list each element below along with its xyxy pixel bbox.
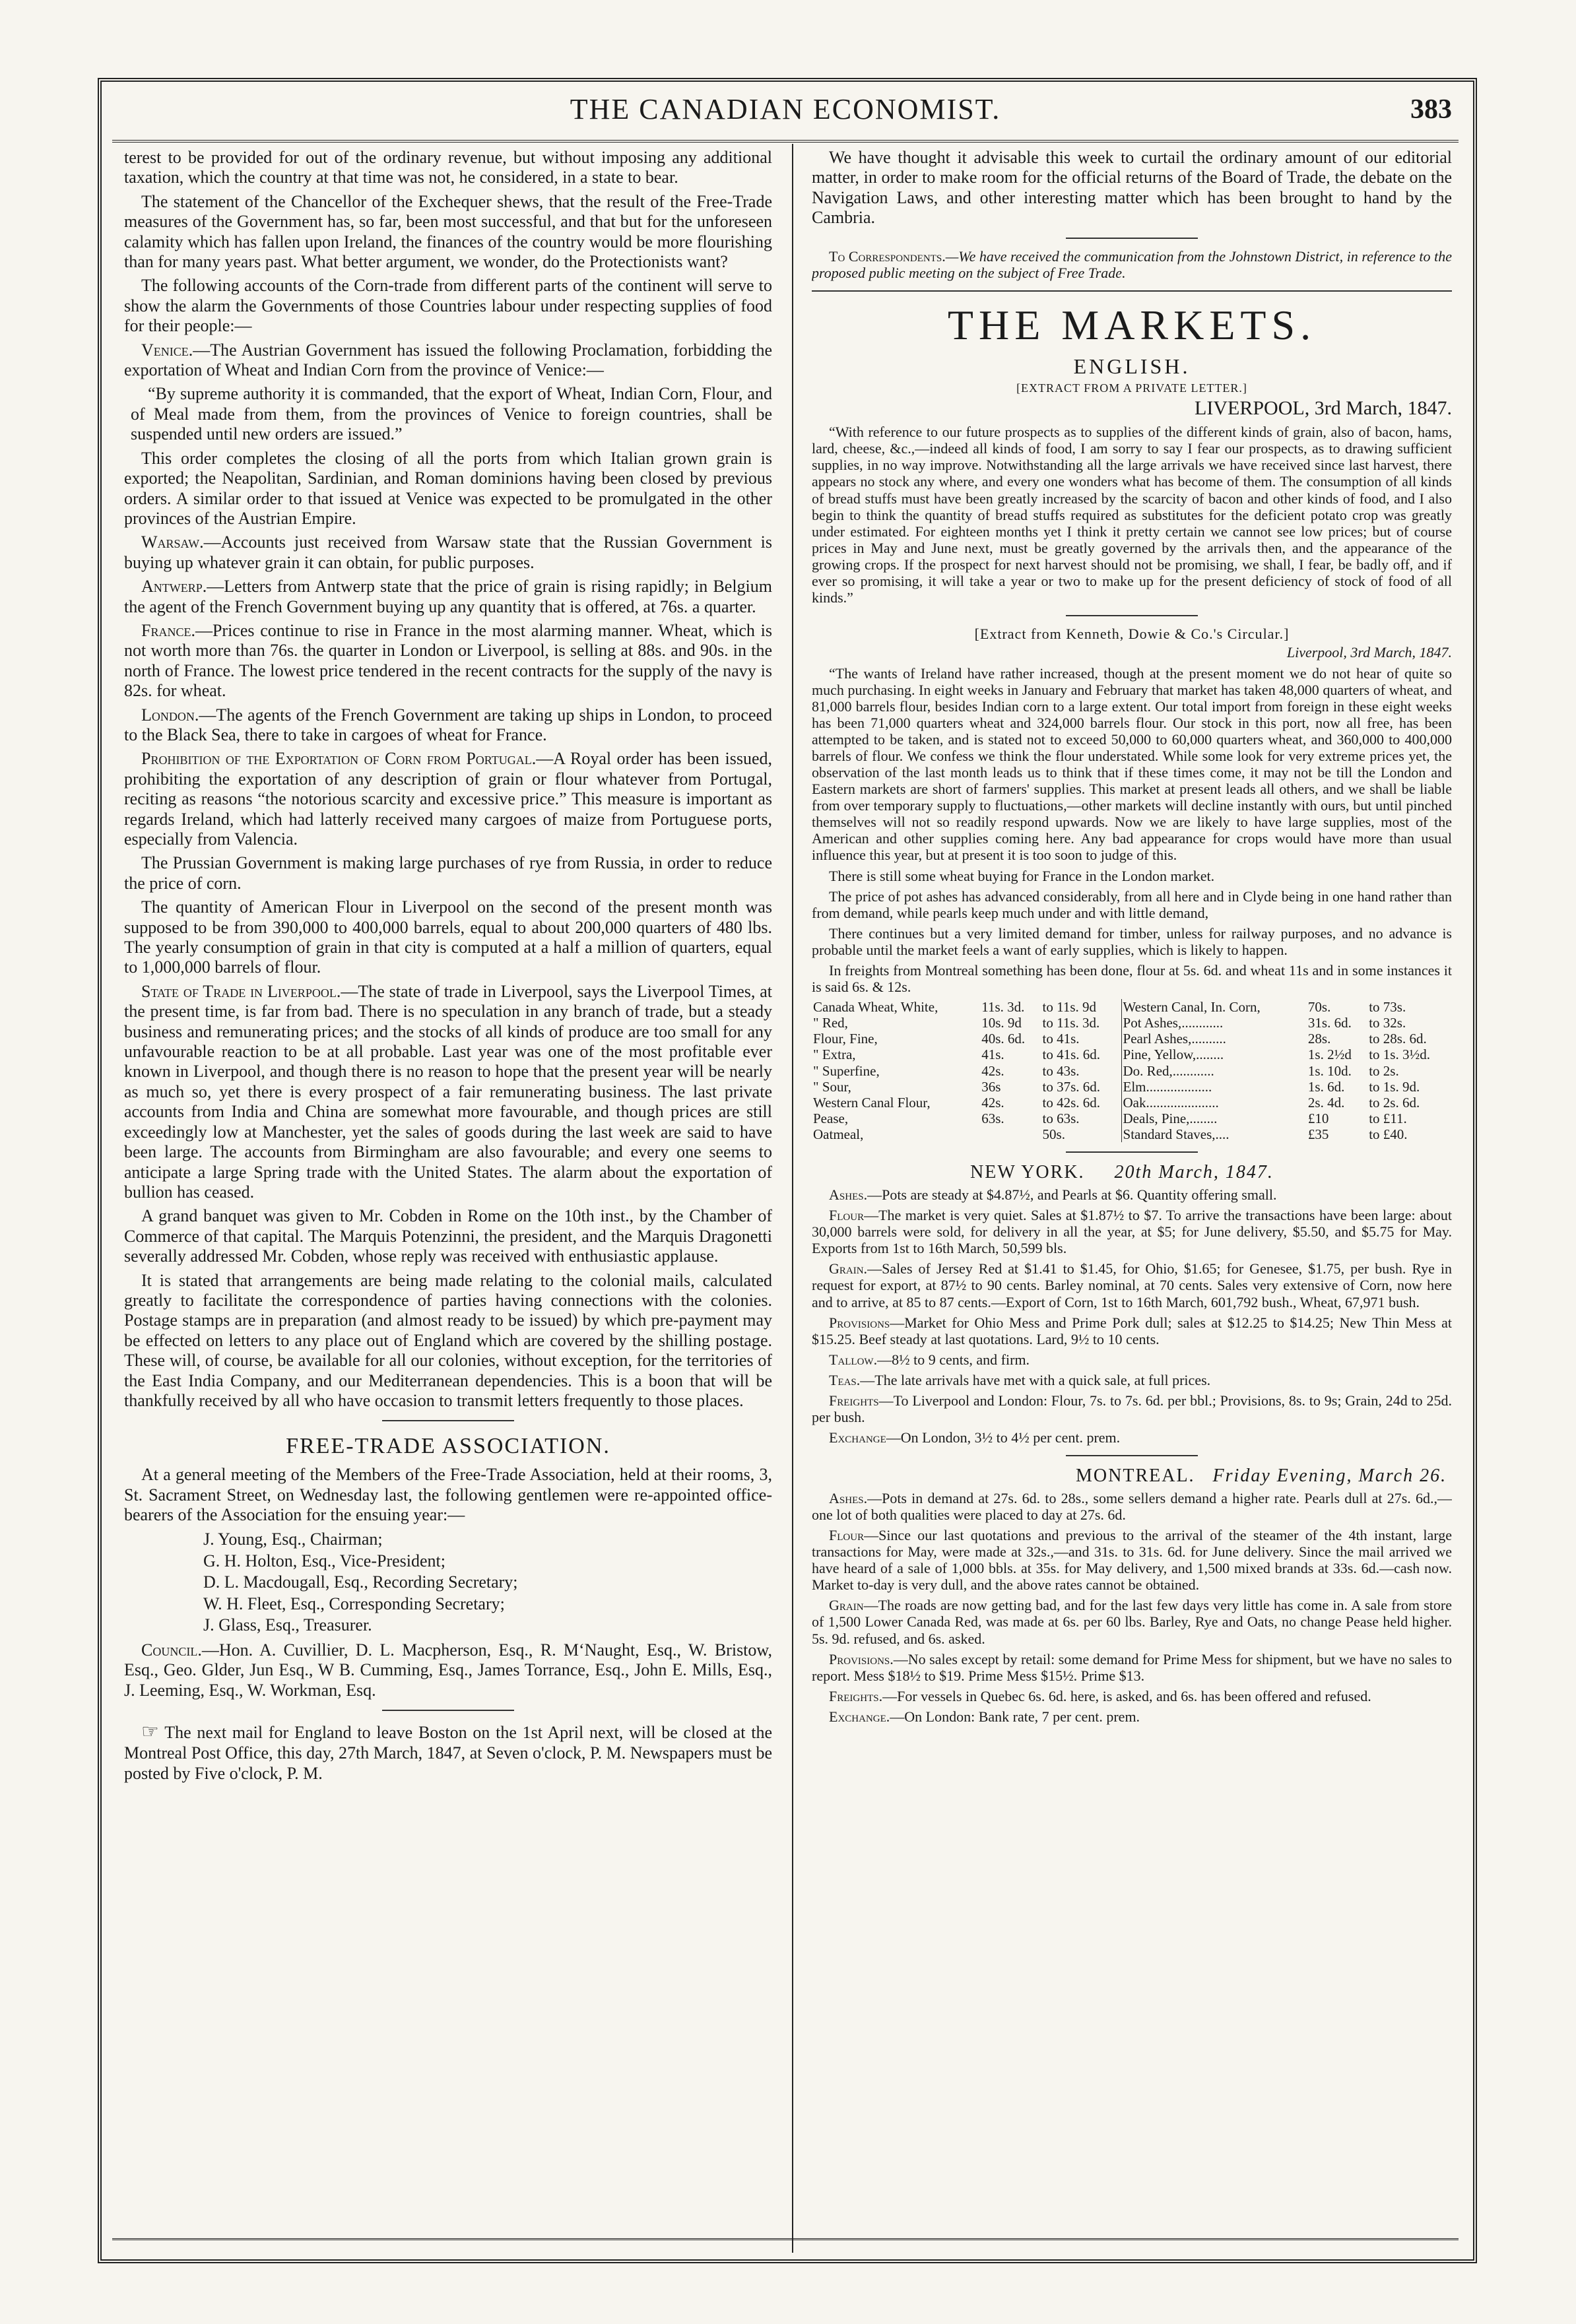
price-table (812, 999, 1452, 1142)
circular-paragraph-2: There is still some wheat buying for France in the London market. (829, 867, 1215, 884)
montreal-item-lead: Exchange. (829, 1708, 890, 1725)
montreal-item-lead: Ashes. (829, 1489, 868, 1506)
new-york-item-text: —8½ to 9 cents, and firm. (877, 1351, 1030, 1368)
column-divider (792, 144, 793, 2253)
london-lead: London. (141, 705, 199, 725)
price-cell: Pearl Ashes,.......... (1123, 1031, 1226, 1047)
liverpool-trade-lead: State of Trade in Liverpool. (141, 981, 341, 1001)
price-cell: to £11. (1369, 1111, 1407, 1127)
montreal-rule (1066, 1455, 1198, 1456)
new-york-item (812, 1260, 1452, 1310)
pointing-hand-icon: ☞ (141, 1721, 159, 1743)
price-cell: 36s (981, 1078, 1001, 1095)
officer-chairman: J. Young, Esq., Chairman; (203, 1530, 383, 1549)
new-york-item-text: —Pots are steady at $4.87½, and Pearls at $6. Quantity offering small. (867, 1186, 1277, 1204)
price-cell: Elm................... (1123, 1078, 1212, 1095)
new-york-rule (1066, 1151, 1198, 1153)
new-york-item-text: —On London, 3½ to 4½ per cent. prem. (886, 1429, 1121, 1446)
price-cell: 42s. (981, 1062, 1004, 1079)
officer-treasurer: J. Glass, Esq., Treasurer. (203, 1615, 372, 1635)
price-cell: 41s. (981, 1047, 1004, 1063)
mail-notice-text: The next mail for England to leave Boston on the 1st April next, will be closed at the Montreal Post Office, this day, 27th March, 1847, at Seven o'clock, P. M. Newspapers must be posted by Five o'clock, P. M. (124, 1723, 772, 1783)
circular-paragraph-5: In freights from Montreal something has been done, flour at 5s. 6d. and wheat 11s and in some instances it is said 6s. & 12s. (812, 961, 1452, 995)
price-cell: Oatmeal, (813, 1126, 864, 1143)
france-text: —Prices continue to rise in France in the most alarming manner. Wheat, which is not worth more than 76s. the quarter in London or Liverpool, is selling at 88s. and 90s. in the north of France. The lowest price tendered in the recent contracts for the supply of the navy is 82s. for wheat. (124, 620, 772, 701)
montreal-heading-line (812, 1466, 1452, 1487)
warsaw-lead: Warsaw. (141, 533, 204, 552)
liverpool-dateline: LIVERPOOL, 3rd March, 1847. (1195, 397, 1452, 420)
new-york-item-lead: Ashes. (829, 1186, 868, 1204)
postage-paragraph: It is stated that arrangements are being made relating to the colonial mails, calculated greatly to facilitate the correspondence of parties having connections with the colonies. Postage stamps are in preparation (and almost ready to be issued) by which pre-payment may be effected on letters to any place out of England which are covered by the shilling postage. These will, of course, be available for all our colonies, without exception, for the territories of the East India Company, and our Mediterranean dependencies. This is a boon that will be thankfully received by all who have occasion to transmit letters frequently to those places. (124, 1270, 772, 1410)
antwerp-lead: Antwerp. (141, 577, 207, 597)
extract-circular: [Extract from Kenneth, Dowie & Co.'s Circular.] (974, 626, 1290, 643)
montreal-item-text: —For vessels in Quebec 6s. 6d. here, is asked, and 6s. has been offered and refused. (882, 1687, 1371, 1704)
officer-vice-president: G. H. Holton, Esq., Vice-President; (203, 1551, 445, 1570)
price-cell: 28s. (1307, 1031, 1331, 1047)
circular-paragraph-4: There continues but a very limited demand for timber, unless for railway purposes, and no advance is probable until the market feels a want of early supplies, which is likely to happen. (812, 924, 1452, 958)
prussia-paragraph: The Prussian Government is making large purchases of rye from Russia, in order to reduce the price of corn. (124, 853, 772, 893)
montreal-items (812, 1490, 1452, 1725)
price-cell: to 11s. 9d (1041, 999, 1121, 1015)
new-york-item (812, 1429, 1452, 1446)
montreal-item (812, 1597, 1452, 1646)
markets-rule (812, 290, 1452, 292)
price-cell: Western Canal, In. Corn, (1123, 999, 1261, 1016)
flour-paragraph: The quantity of American Flour in Liverpool on the second of the present month was supposed to be from 390,000 to 400,000 barrels, equal to about 200,000 quarters of 480 lbs. The yearly consumption of grain in that city is computed at a half a million of quarters, equal to 1,000,000 barrels of flour. (124, 897, 772, 977)
montreal-item (812, 1490, 1452, 1523)
new-york-item-lead: Tallow. (829, 1351, 878, 1368)
montreal-item (812, 1688, 1452, 1704)
price-row (812, 1047, 1452, 1062)
mail-notice (124, 1720, 772, 1784)
price-cell: £10 (1307, 1111, 1329, 1127)
price-cell: 42s. (981, 1094, 1004, 1111)
correspondents-text: —We have received the communication from the Johnstown District, in reference to the proposed public meeting on the subject of Free Trade. (812, 247, 1452, 281)
price-cell: Pot Ashes,............ (1123, 1015, 1224, 1031)
markets-heading: THE MARKETS. (947, 301, 1317, 348)
new-york-item (812, 1392, 1452, 1425)
new-york-item-lead: Freights (829, 1392, 879, 1409)
price-cell: to 28s. 6d. (1369, 1031, 1427, 1047)
price-cell: 40s. 6d. (981, 1031, 1026, 1047)
london-paragraph (124, 705, 772, 746)
price-cell: Western Canal Flour, (813, 1094, 931, 1111)
council-paragraph (124, 1640, 772, 1700)
publication-title: THE CANADIAN ECONOMIST. (570, 93, 1001, 125)
new-york-item (812, 1186, 1452, 1203)
new-york-items (812, 1186, 1452, 1446)
montreal-item (812, 1708, 1452, 1725)
new-york-item-lead: Provisions (829, 1314, 890, 1331)
price-cell: Canada Wheat, White, (813, 999, 938, 1016)
price-cell: 63s. (981, 1111, 1004, 1127)
editorial-rule (1066, 238, 1198, 239)
new-york-item-lead: Grain. (829, 1260, 868, 1277)
intro-paragraph-3: The following accounts of the Corn-trade from different parts of the continent will serve to show the alarm the Governments of those Countries labour under respecting supplies of food for their people:— (124, 276, 772, 336)
montreal-heading: MONTREAL. (1076, 1466, 1195, 1487)
correspondents-lead: To Correspondents. (829, 247, 946, 265)
price-cell: to 11s. 3d. (1041, 1015, 1121, 1031)
liverpool-trade-paragraph (124, 982, 772, 1202)
price-cell: to 1s. 9d. (1369, 1078, 1420, 1095)
venice-lead: Venice. (141, 340, 193, 360)
banquet-paragraph: A grand banquet was given to Mr. Cobden in Rome on the 10th inst., by the Chamber of Commerce of that capital. The Marquis Potenzinni, the president, and the Marquis Dragonetti severally addressed Mr. Cobden, whose reply was received with enthusiastic applause. (124, 1206, 772, 1266)
free-trade-association-heading: FREE-TRADE ASSOCIATION. (286, 1434, 610, 1459)
page-header (112, 92, 1459, 139)
intro-paragraph-2: The statement of the Chancellor of the Exchequer shews, that the result of the Free-Trade measures of the Government has, so far, been most successful, and that but for the unforeseen calamity which has fallen upon Ireland, the finances of the country would be more flourishing than for many years past. What better argument, we wonder, do the Protectionists want? (124, 191, 772, 272)
price-cell: " Superfine, (813, 1062, 880, 1079)
new-york-item (812, 1351, 1452, 1368)
intro-paragraph-1: terest to be provided for out of the ordinary revenue, but without imposing any additional taxation, which the country at that time was not, he considered, in a state to bear. (124, 148, 772, 187)
antwerp-text: —Letters from Antwerp state that the price of grain is rising rapidly; in Belgium the agent of the French Government buying up any quantity that is offered, at 76s. a quarter. (124, 577, 772, 616)
officer-recording-secretary: D. L. Macdougall, Esq., Recording Secretary; (203, 1572, 518, 1592)
price-cell: 11s. 3d. (981, 999, 1025, 1016)
correspondents-note (812, 248, 1452, 281)
price-row (812, 999, 1452, 1015)
price-cell: to 42s. 6d. (1041, 1095, 1121, 1111)
venice-text: —The Austrian Government has issued the following Proclamation, forbidding the exportation of Wheat and Indian Corn from the province of Venice:— (124, 340, 772, 380)
liverpool-letter: “With reference to our future prospects as to supplies of the different kinds of grain, also of bacon, hams, lard, cheese, &c.,—indeed all kinds of food, I am sorry to say I fear our prospects, as to drawing sufficient supplies, in no way improve. Notwithstanding all the large arrivals we have received since last harvest, there appears no stock any where, and every one wonders what has become of them. The consumption of all kinds of bread stuffs must have been greatly increased by the scarcity of bacon and other kinds of food, and I also begin to think the quantity of bread stuffs required as substitutes for the deficient potato crop was greatly under estimated. For eighteen months yet I think it pretty certain we cannot see low prices; but of course prices in May and June next, must be greatly governed by the arrivals then, and the appearance of the growing crops. If the prospect for next harvest should not be promising, we shall, I fear, be badly off, and if ever so promising, it will take a year or two to make up for the present deficiency of stock of food of all kinds.” (812, 424, 1452, 606)
new-york-item-lead: Exchange (829, 1429, 886, 1446)
section-rule-2 (382, 1710, 514, 1711)
price-row (812, 1095, 1452, 1111)
price-cell: to £40. (1369, 1126, 1408, 1143)
price-cell: 50s. (1041, 1126, 1121, 1142)
venice-after: This order completes the closing of all the ports from which Italian grown grain is exported; the Neapolitan, Sardinian, and Roman dominions having been closed by previous orders. A similar order to that issued at Venice was expected to be promulgated in the other provinces of the Austrian Empire. (124, 448, 772, 528)
price-cell: to 41s. (1041, 1031, 1121, 1047)
price-cell: 70s. (1307, 999, 1331, 1016)
portugal-paragraph (124, 749, 772, 849)
price-cell: to 2s. 6d. (1369, 1094, 1420, 1111)
new-york-item (812, 1207, 1452, 1256)
price-cell: 10s. 9d (981, 1015, 1022, 1031)
header-rule (112, 140, 1459, 143)
montreal-item-text: —No sales except by retail: some demand for Prime Mess for shipment, but we have no sales to report. Mess $18½ to $19. Prime Mess $15½. Prime $13. (812, 1650, 1452, 1684)
price-cell: 1s. 10d. (1307, 1062, 1352, 1079)
venice-quote: “By supreme authority it is commanded, that the export of Wheat, Indian Corn, Flour, and of Meal made from them, from the provinces of Venice to foreign countries, shall be suspended until new orders are issued.” (131, 384, 772, 444)
montreal-item-lead: Provisions. (829, 1650, 894, 1667)
montreal-item-lead: Freights. (829, 1687, 883, 1704)
price-cell: 2s. 4d. (1307, 1094, 1345, 1111)
section-rule (382, 1420, 514, 1421)
portugal-lead: Prohibition of the Exportation of Corn from Portugal. (141, 749, 537, 769)
page-number: 383 (1410, 94, 1452, 125)
montreal-item-lead: Grain (829, 1597, 864, 1614)
liverpool-trade-text: —The state of trade in Liverpool, says the Liverpool Times, at the present time, is far from bad. There is no speculation in any branch of trade, but a steady business and remunerating prices; and the stocks of all kinds of produce are too small for any unfavourable reaction to be at all probable. Last year was one of the most profitable ever known in Liverpool, and though there is no reason to hope that the present year will be nearly as much so, yet there is every prospect of a fair remunerating business. The last private accounts from India and China are somewhat more favourable, and though prices are still exceedingly low at Manchester, yet the sales of goods during the last week are said to have been large. The accounts from Birmingham are also favourable; and every one seems to anticipate a large Spring trade with the United States. The alarm about the exportation of bullion has ceased. (124, 981, 772, 1202)
montreal-date: Friday Evening, March 26. (1212, 1466, 1447, 1487)
price-cell: 1s. 6d. (1307, 1078, 1345, 1095)
montreal-item (812, 1527, 1452, 1593)
price-cell: " Extra, (813, 1047, 856, 1063)
price-cell: to 1s. 3½d. (1369, 1047, 1430, 1063)
price-cell: Standard Staves,.... (1123, 1126, 1230, 1143)
price-cell: Do. Red,............ (1123, 1062, 1214, 1079)
new-york-heading: NEW YORK. (970, 1162, 1085, 1183)
fta-intro: At a general meeting of the Members of the Free-Trade Association, held at their rooms, 3, St. Sacrament Street, on Wednesday last, the following gentlemen were re-appointed office-bearers of the Association for the ensuing year:— (124, 1465, 772, 1524)
new-york-item-text: —Market for Ohio Mess and Prime Pork dull; sales at $12.25 to $14.25; New Thin Mess at $15.25. Beef steady at last quotations. Lard, 9½ to 10 cents. (812, 1314, 1452, 1347)
price-cell: Flour, Fine, (813, 1031, 878, 1047)
price-cell: Pease, (813, 1111, 849, 1127)
price-row (812, 1015, 1452, 1031)
montreal-item-text: —On London: Bank rate, 7 per cent. prem. (890, 1708, 1140, 1725)
new-york-date: 20th March, 1847. (1114, 1162, 1274, 1183)
circular-rule (1066, 615, 1198, 616)
price-cell: " Red, (813, 1015, 848, 1031)
price-cell: to 43s. (1041, 1063, 1121, 1079)
price-row (812, 1063, 1452, 1079)
price-cell: 31s. 6d. (1307, 1015, 1352, 1031)
venice-paragraph (124, 340, 772, 381)
council-text: —Hon. A. Cuvillier, D. L. Macpherson, Esq., R. M‘Naught, Esq., W. Bristow, Esq., Geo. Glder, Jun Esq., W B. Cumming, Esq., James Torrance, Esq., John E. Mills, Esq., J. Leeming, Esq., W. Workman, Esq. (124, 1640, 772, 1700)
montreal-item (812, 1651, 1452, 1684)
circular-dateline: Liverpool, 3rd March, 1847. (1286, 643, 1452, 661)
price-cell (980, 1126, 1041, 1142)
editorial-note: We have thought it advisable this week to curtail the ordinary amount of our editorial matter, in order to make room for the official returns of the Board of Trade, the debate on the Navigation Laws, and other interesting matter which has been brought to hand by the Cambria. (812, 148, 1452, 228)
circular-paragraph-1: “The wants of Ireland have rather increased, though at the present moment we do not hear of quite so much purchasing. In eight weeks in January and February that market has taken 48,000 quarters of wheat, and 81,000 barrels flour, besides Indian corn to a large extent. Our total import from foreign in these eight weeks has been 71,000 quarters wheat and 324,000 barrels flour. Our stock in this port, now all free, has been attempted to be taken, and is stated not to exceed 50,000 to 60,000 quarters wheat, and 360,000 to 400,000 barrels of flour. We confess we think the flour understated. While some look for very extreme prices yet, the observation of the last month leads us to think that if these times come, it may not be till the London and Eastern markets are short of farmers' supplies. This market at present leads all others, and we shall be liable from over temporary supply to fluctuations,—other markets will decline instantly with ours, but until pinched themselves will not so readily respond upwards. Now we are likely to have large supplies, most of the American and other supplies coming here. Any bad appearance for crops would have more than usual influence this year, but at present it is too soon to judge of this. (812, 664, 1452, 864)
right-column (812, 148, 1452, 2225)
portugal-text: —A Royal order has been issued, prohibiting the exportation of any description of grain or flour whatever from Portugal, reciting as reasons “the notorious scarcity and excessive price.” This measure is important as regards Ireland, which had latterly received many cargoes of maize from Portuguese ports, especially from Valencia. (124, 749, 772, 849)
footer-rule (112, 2238, 1459, 2240)
new-york-item (812, 1372, 1452, 1388)
price-table-body (812, 999, 1452, 1142)
london-text: —The agents of the French Government are taking up ships in London, to proceed to the Black Sea, there to take in cargoes of wheat for France. (124, 705, 772, 744)
price-cell: £35 (1307, 1126, 1329, 1143)
price-cell: to 2s. (1369, 1062, 1399, 1079)
montreal-item-text: —Pots in demand at 27s. 6d. to 28s., some sellers demand a higher rate. Pearls dull at 27s. 6d.,—one lot of both qualities were placed to day at 27s. 6d. (812, 1489, 1452, 1523)
english-heading: ENGLISH. (1073, 354, 1191, 378)
new-york-item-text: —To Liverpool and London: Flour, 7s. to 7s. 6d. per bbl.; Provisions, 8s. to 9s; Grain, 24d to 25d. per bush. (812, 1392, 1452, 1425)
price-cell: to 37s. 6d. (1041, 1079, 1121, 1095)
new-york-item-text: —The market is very quiet. Sales at $1.87½ to $7. To arrive the transactions have been large: about 30,000 barrels were sold, for delivery in all the year, at $5; for June delivery, $5.50, and $5.75 for May. Exports from 1st to 16th March, 50,599 bls. (812, 1207, 1452, 1257)
price-cell: to 41s. 6d. (1041, 1047, 1121, 1062)
france-lead: France. (141, 620, 195, 640)
price-row (812, 1031, 1452, 1047)
price-cell: Pine, Yellow,........ (1123, 1047, 1224, 1063)
montreal-item-text: —Since our last quotations and previous to the arrival of the steamer of the 4th instant, large transactions for May, were made at 32s.,—and 31s. to 31s. 6d. for June delivery. Since the mail arrived we have heard of a sale of 1,000 bbls. at 35s. for May delivery, and 1,500 mixed brands at 33s. 6d.—cash now. Market to-day is very dull, and the above rates cannot be obtained. (812, 1527, 1452, 1594)
france-paragraph (124, 621, 772, 701)
price-cell: " Sour, (813, 1078, 851, 1095)
officer-corresponding-secretary: W. H. Fleet, Esq., Corresponding Secretary; (203, 1594, 505, 1613)
price-cell: to 73s. (1369, 999, 1406, 1016)
price-row (812, 1111, 1452, 1126)
new-york-item-lead: Flour (829, 1207, 865, 1224)
antwerp-paragraph (124, 577, 772, 617)
new-york-item-text: —The late arrivals have met with a quick sale, at full prices. (860, 1371, 1211, 1388)
extract-private-letter: [EXTRACT FROM A PRIVATE LETTER.] (1016, 381, 1247, 395)
circular-paragraph-3: The price of pot ashes has advanced considerably, from all here and in Clyde being in one hand rather than from demand, while pearls keep much under and with little demand, (812, 888, 1452, 921)
price-cell: Oak..................... (1123, 1094, 1219, 1111)
price-row (812, 1079, 1452, 1095)
new-york-item-text: —Sales of Jersey Red at $1.41 to $1.45, for Ohio, $1.65; for Genesee, $1.75, per bush. Rye in request for export, at 87½ to 90 cents. Barley nominal, at 70 cents. Sales very extensive of Corn, now here and to arrive, at 85 to 87 cents.—Export of Corn, 1st to 16th March, 601,792 bush., Wheat, 67,971 bush. (812, 1260, 1452, 1310)
price-cell: Deals, Pine,........ (1123, 1111, 1218, 1127)
montreal-item-text: —The roads are now getting bad, and for the last few days very little has come in. A sale from store of 1,500 Lower Canada Red, was made at 6s. per 60 lbs. Barley, Rye and Oats, no change Pease held higher. 5s. 9d. refused, and 6s. asked. (812, 1597, 1452, 1647)
left-column (124, 148, 772, 2225)
price-cell: 1s. 2½d (1307, 1047, 1352, 1063)
new-york-heading-line (812, 1162, 1452, 1184)
officer-list (124, 1529, 772, 1636)
warsaw-text: —Accounts just received from Warsaw state that the Russian Government is buying up whatever grain it can obtain, for public purposes. (124, 533, 772, 572)
price-cell: to 32s. (1369, 1015, 1406, 1031)
price-cell: to 63s. (1041, 1111, 1121, 1126)
new-york-item (812, 1314, 1452, 1347)
warsaw-paragraph (124, 533, 772, 573)
montreal-item-lead: Flour (829, 1527, 865, 1544)
council-lead: Council. (141, 1640, 202, 1660)
price-row (812, 1126, 1452, 1142)
new-york-item-lead: Teas. (829, 1371, 861, 1388)
